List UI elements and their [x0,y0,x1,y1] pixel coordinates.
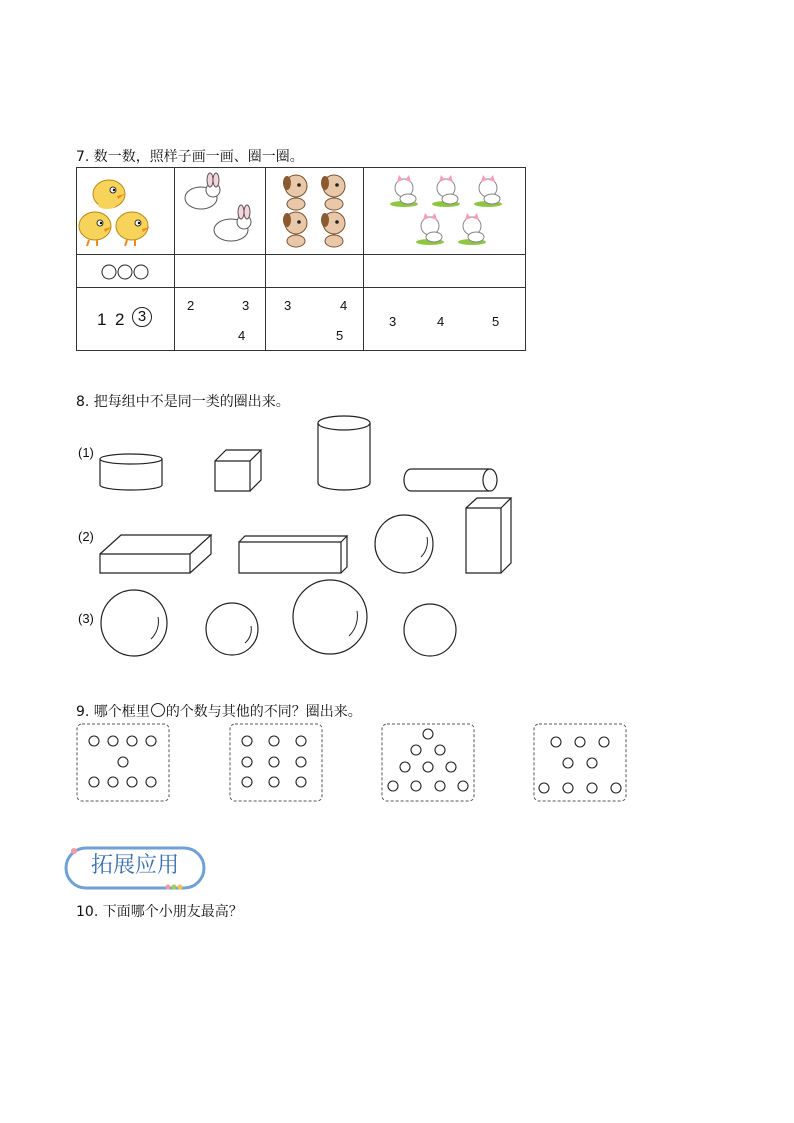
cell-dogs [266,168,364,255]
option-number[interactable]: 3 [389,314,397,329]
q7-title: 7. 数一数，照样子画一画、圈一圈。 [76,149,304,165]
option-number[interactable]: 3 [242,298,250,313]
sphere-shape[interactable] [206,603,258,655]
group-label-2: (2) [78,529,94,544]
group-label-1: (1) [78,445,94,460]
sphere-shape[interactable] [101,590,167,656]
q9-title-after: 的个数与其他的不同？圈出来。 [165,704,362,720]
dot-box-1[interactable] [77,724,169,801]
option-number[interactable]: 2 [187,298,195,313]
sphere-shape[interactable] [375,515,433,573]
example-digit-3-circled: 3 [132,307,152,327]
section-title: 拓展应用 [90,853,179,878]
option-number[interactable]: 5 [492,314,500,329]
plain-circle-shape[interactable] [404,604,456,656]
chick-icon [77,168,174,254]
cell-cats [364,168,526,255]
option-number[interactable]: 3 [284,298,292,313]
counting-table [76,167,526,351]
number-cell-dogs [266,288,364,351]
number-cell-rabbits [175,288,266,351]
example-circles-cell [77,255,175,288]
draw-cell-cats[interactable] [364,255,526,288]
option-number[interactable]: 4 [340,298,348,313]
dot-box-4[interactable] [534,724,626,801]
group-label-3: (3) [78,611,94,626]
flat-cuboid-shape[interactable] [100,535,211,573]
option-number[interactable]: 4 [437,314,445,329]
option-number[interactable]: 5 [336,328,344,343]
example-number-cell [77,288,175,351]
tall-cuboid-shape[interactable] [466,498,511,573]
q10-title: 10. 下面哪个小朋友最高？ [76,904,243,920]
cell-chicks [77,168,175,255]
sphere-shape[interactable] [293,580,367,654]
dot-boxes [70,718,640,808]
drawn-circles [77,255,174,287]
example-digit-2: 2 [115,310,125,329]
draw-cell-rabbits[interactable] [175,255,266,288]
draw-cell-dogs[interactable] [266,255,364,288]
number-cell-cats [364,288,526,351]
example-digit-1: 1 [97,310,107,329]
q9-title-before: 9. 哪个框里 [76,704,150,720]
dot-box-2[interactable] [230,724,322,801]
cell-rabbits [175,168,266,255]
small-circle-icon [151,703,165,717]
long-cuboid-shape[interactable] [239,536,347,573]
q8-title: 8. 把每组中不是同一类的圈出来。 [76,394,290,410]
shapes-area [0,405,560,670]
tall-cylinder-shape[interactable] [318,416,370,490]
lying-cylinder-shape[interactable] [404,469,497,491]
dog-icon [266,168,363,254]
option-number[interactable]: 4 [238,328,246,343]
cube-shape[interactable] [215,450,261,491]
section-badge [64,845,206,891]
cat-icon [364,168,525,254]
short-cylinder-shape[interactable] [100,454,162,490]
rabbit-icon [175,168,265,254]
